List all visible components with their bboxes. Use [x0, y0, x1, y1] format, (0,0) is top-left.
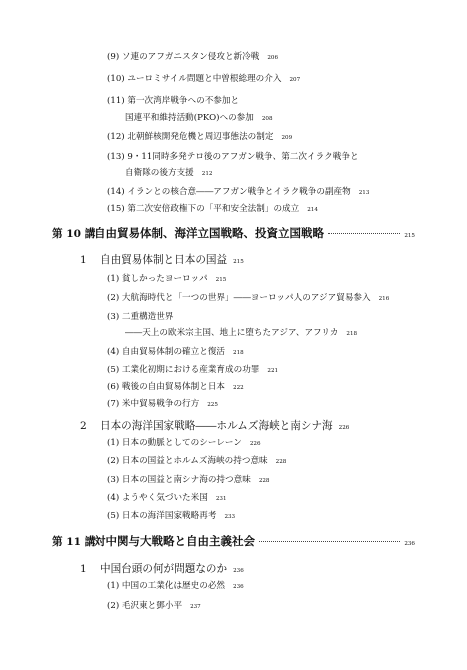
lecture-page: 236 [404, 541, 415, 547]
toc-item[interactable]: (6) 戦後の自由貿易体制と日本 222 [107, 382, 244, 392]
toc-item[interactable]: (13) 9・11同時多発テロ後のアフガン戦争、第二次イラク戦争と [107, 152, 359, 162]
lecture-10-heading[interactable] [52, 225, 415, 241]
lecture-number: 第 11 講 [52, 536, 96, 548]
toc-item-continuation[interactable]: 自衛隊の後方支援 212 [125, 168, 213, 178]
section-heading[interactable]: 1 中国台頭の何が問題なのか 236 [80, 563, 244, 575]
dot-leader [328, 233, 400, 234]
toc-item[interactable]: (1) 貧しかったヨーロッパ 215 [107, 274, 227, 284]
toc-item[interactable]: (2) 日本の国益とホルムズ海峡の持つ意味 228 [107, 456, 287, 466]
toc-item[interactable]: (9) ソ連のアフガニスタン侵攻と新冷戦 206 [107, 52, 279, 62]
toc-item[interactable]: (14) イランとの核合意――アフガン戦争とイラク戦争の副産物 213 [107, 187, 370, 197]
toc-item-continuation[interactable]: ――天上の欧米宗主国、地上に堕ちたアジア、アフリカ 218 [125, 328, 358, 338]
toc-item[interactable]: (3) 日本の国益と南シナ海の持つ意味 228 [107, 475, 270, 485]
section-heading[interactable]: 1 自由貿易体制と日本の国益 215 [80, 254, 244, 266]
lecture-number: 第 10 講 [52, 228, 96, 240]
toc-item[interactable]: (2) 大航海時代と「一つの世界」――ヨーロッパ人のアジア貿易参入 216 [107, 293, 390, 303]
toc-item[interactable]: (12) 北朝鮮核開発危機と周辺事態法の制定 209 [107, 132, 293, 142]
toc-item[interactable]: (2) 毛沢東と鄧小平 237 [107, 601, 201, 611]
toc-item[interactable]: (4) 自由貿易体制の確立と復活 218 [107, 347, 244, 357]
toc-item[interactable]: (1) 日本の動脈としてのシーレーン 226 [107, 438, 261, 448]
lecture-title: 自由貿易体制、海洋立国戦略、投資立国戦略 [94, 226, 324, 240]
toc-item[interactable]: (3) 二重構造世界 [107, 312, 174, 322]
toc-item[interactable]: (11) 第一次湾岸戦争への不参加と [107, 96, 240, 106]
dot-leader [259, 541, 400, 542]
lecture-title: 対中関与大戦略と自由主義社会 [94, 534, 255, 548]
lecture-page: 215 [404, 233, 415, 239]
toc-item[interactable]: (5) 日本の海洋国家戦略再考 233 [107, 511, 236, 521]
lecture-11-heading[interactable] [52, 533, 415, 549]
toc-item[interactable]: (4) ようやく気づいた米国 231 [107, 493, 227, 503]
toc-item[interactable]: (7) 米中貿易戦争の行方 225 [107, 399, 218, 409]
toc-item-continuation[interactable]: 国連平和維持活動(PKO)への参加 208 [125, 113, 273, 123]
toc-item[interactable]: (5) 工業化初期における産業育成の功罪 221 [107, 365, 279, 375]
section-heading[interactable]: 2 日本の海洋国家戦略――ホルムズ海峡と南シナ海 226 [80, 420, 350, 432]
toc-item[interactable]: (15) 第二次安倍政権下の「平和安全法制」の成立 214 [107, 204, 318, 214]
toc-item[interactable]: (10) ユーロミサイル問題と中曽根総理の介入 207 [107, 74, 301, 84]
toc-item[interactable]: (1) 中国の工業化は歴史の必然 236 [107, 581, 244, 591]
